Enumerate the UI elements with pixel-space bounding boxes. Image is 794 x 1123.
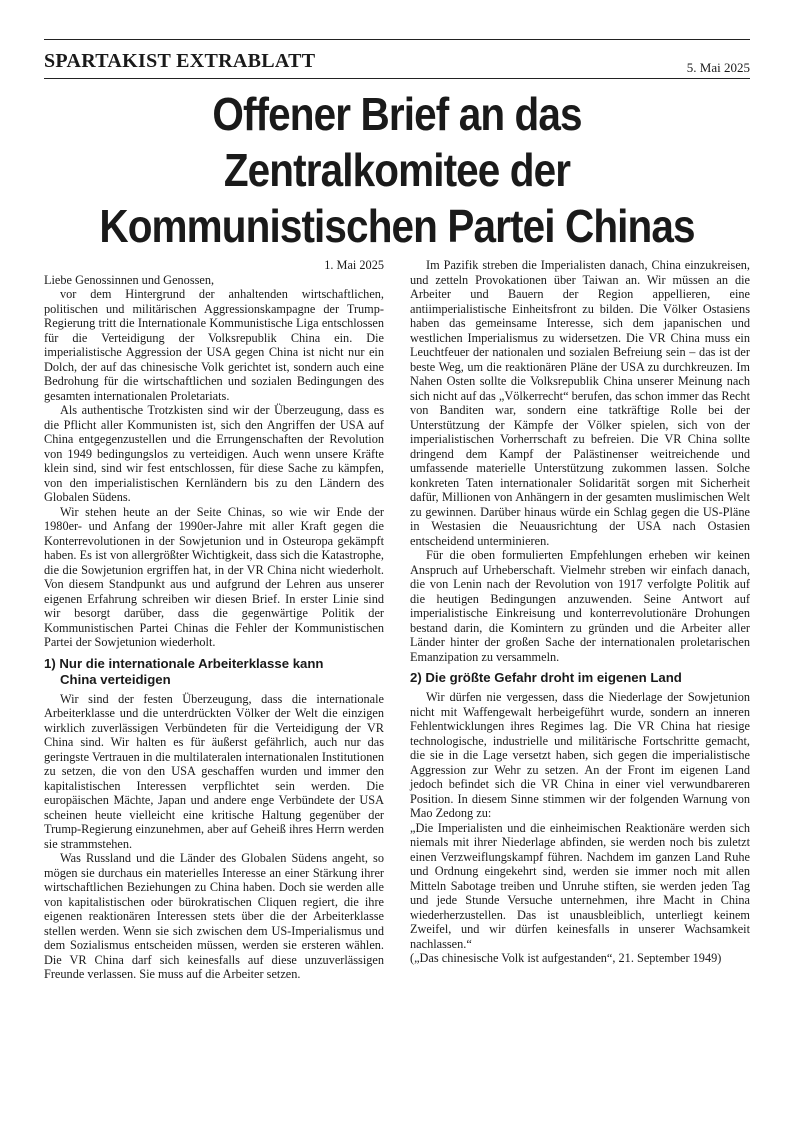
paragraph: Im Pazifik streben die Imperialisten danach, China einzukreisen, und zetteln Provokationen über Taiwan an. Wir müssen an die Arbeiter und Bauern der Region appellieren, eine antiimperialistische Einheitsfront zu bilden. Die Völker Ostasiens haben das gemeinsame Interesse, sich dem japanischen und westlichen Imperialismus zu widersetzen. Die VR China muss ein Leuchtfeuer der nationalen und sozialen Befreiung sein – das ist der beste Weg, um die reaktionären Pläne der USA zu durchkreuzen. Im Nahen Osten sollte die Volksrepublik China unserer Meinung nach sich nicht auf das „Völkerrecht“ berufen, das schon immer das Recht von Banditen war, sondern eine tatkräftige Rolle bei der Unterstützung der Kämpfe der Völker spielen, sich von der imperialistischen Vorherrschaft zu befreien. Die VR China sollte dringend dem Kampf der Palästinenser weitreichende und umfassende materielle Unterstützung zukommen lassen. Solche konkreten Taten internationaler Solidarität sorgen mit Sicherheit dafür, Millionen von Anhängern in der gesamten muslimischen Welt zu gewinnen. Darüber hinaus würde ein Schlag gegen die US-Pläne in Westasien die Neuausrichtung der USA nach Ostasien entscheidend unterminieren.	[410, 258, 750, 548]
letter-date: 1. Mai 2025	[324, 258, 384, 272]
section-heading-1-line-2: China verteidigen	[60, 671, 171, 687]
paragraph: Wir dürfen nie vergessen, dass die Niederlage der Sowjetunion nicht mit Waffengewalt herbeigeführt wurde, sondern an inneren Fehlentwicklungen ihres Regimes lag. Die VR China hat riesige technologische, industrielle und militärische Fortschritte gemacht, die sie in die Lage versetzt haben, sich gegen die imperialistische Aggression zur Wehr zu setzen. An der Front im eigenen Land jedoch befindet sich die VR China in einer viel verwundbareren Position. In diesem Sinne stimmen wir der folgenden Warnung von Mao Zedong zu:	[410, 690, 750, 820]
left-column	[44, 258, 384, 982]
headline-line-3: Kommunistischen Partei Chinas	[99, 200, 695, 252]
paragraph: vor dem Hintergrund der anhaltenden wirtschaftlichen, politischen und militärischen Aggressionskampagne der Trump-Regierung tritt die Internationale Kommunistische Liga entschlossen für die Verteidigung der Volksrepublik China ein. Die imperialistische Aggression der USA gegen China ist nicht nur ein Dolch, der auf das chinesische Volk gerichtet ist, sondern auch eine Bedrohung für die wirtschaftlichen und sozialen Bedingungen des gesamten internationalen Proletariats.	[44, 287, 384, 403]
paragraph: Was Russland und die Länder des Globalen Südens angeht, so mögen sie durchaus ein materielles Interesse an einer Stärkung ihrer wirtschaftlichen Beziehungen zu China haben. Doch sie werden alle von kapitalistischen oder bürokratischen Cliquen regiert, die ihre eigenen reaktionären Interessen stets über die der Arbeiterklasse stellen werden. Wenn sie sich zwischen dem US-Imperialismus und dem Sozialismus entscheiden müssen, werden sie ersteren wählen. Die VR China darf sich keinesfalls auf diese unzuverlässigen Freunde verlassen. Sie muss auf die Arbeiter setzen.	[44, 851, 384, 981]
paragraph: Als authentische Trotzkisten sind wir der Überzeugung, dass es die Pflicht aller Kommunisten ist, sich den Angriffen der USA auf China entgegenzustellen und die Errungenschaften der Revolution von 1949 bedingungslos zu verteidigen. Auch wenn unsere Kräfte klein sind, sind wir fest entschlossen, für diese Sache zu kämpfen, von den imperialistischen Kernländern bis zu den Ländern des Globalen Südens.	[44, 403, 384, 504]
headline-line-1: Offener Brief an das	[212, 88, 582, 140]
masthead-rule	[44, 78, 750, 79]
masthead-title: SPARTAKIST EXTRABLATT	[44, 50, 316, 72]
section-heading-1-line-1: 1) Nur die internationale Arbeiterklasse kann	[44, 655, 324, 671]
letter-greeting: Liebe Genossinnen und Genossen,	[44, 272, 215, 287]
right-column	[410, 258, 750, 966]
paragraph: Wir stehen heute an der Seite Chinas, so wie wir Ende der 1980er- und Anfang der 1990er-Jahre mit aller Kraft gegen die Konterrevolutionen in der Sowjetunion und in Osteuropa gekämpft haben. Es ist von allergrößter Wichtigkeit, dass sich die Katastrophe, die die Sowjetunion ergriffen hat, in der VR China nicht wiederholt. Von diesem Standpunkt aus und aufgrund der Lehren aus unserer eigenen Erfahrung schreiben wir diesen Brief. In erster Linie sind wir besorgt darüber, dass die gegenwärtige Politik der Kommunistischen Partei Chinas die Fehler der Kommunistischen Partei der Sowjetunion wiederholt.	[44, 504, 384, 649]
quote-source: („Das chinesische Volk ist aufgestanden“, 21. September 1949)	[410, 951, 722, 965]
section-heading-1	[44, 656, 384, 688]
top-rule	[44, 39, 750, 40]
section-heading-2: 2) Die größte Gefahr droht im eigenen Land	[410, 670, 682, 685]
paragraph: Für die oben formulierten Empfehlungen erheben wir keinen Anspruch auf Urheberschaft. Vielmehr streben wir einfach danach, die von Lenin nach der Revolution von 1917 verfolgte Politik auf die heutigen Bedingungen anzuwenden. Seine Antwort auf imperialistische Einkreisung und konterrevolutionäre Drohungen bestand darin, die Komintern zu gründen und die Arbeiter aller Länder hinter der großen Sache der internationalen proletarischen Emanzipation zu versammeln.	[410, 548, 750, 664]
masthead-date: 5. Mai 2025	[686, 60, 750, 75]
paragraph: Wir sind der festen Überzeugung, dass die internationale Arbeiterklasse und die unterdrückten Völker der Welt die einzigen wirklich zuverlässigen Verbündeten für die Verteidigung der VR China sind. Wir halten es für äußerst gefährlich, auch nur das geringste Vertrauen in die multilateralen internationalen Institutionen zu setzen, die von den USA geschaffen wurden und immer den kapitalistischen Interessen verpflichtet sein werden. Die europäischen Mächte, Japan und andere enge Verbündete der USA scheinen heute vielleicht eine kritische Haltung gegenüber der Trump-Regierung einzunehmen, aber auf Geheiß ihres Herrn werden sie strammstehen.	[44, 691, 384, 851]
mao-quote: „Die Imperialisten und die einheimischen Reaktionäre werden sich niemals mit ihrer Niederlage abfinden, sie werden noch bis zuletzt einen Verzweiflungskampf führen. Nachdem im ganzen Land Ruhe und Ordnung eingekehrt sind, werden sie immer noch mit allen Mitteln Sabotage treiben und Unruhe stiften, sie werden jeden Tag und jede Stunde Versuche unternehmen, ihre Macht in China wiederherzustellen. Das ist unausbleiblich, unterliegt keinem Zweifel, und wir dürfen keinesfalls in unserer Wachsamkeit nachlassen.“	[410, 820, 750, 951]
headline	[74, 86, 720, 254]
headline-line-2: Zentralkomitee der	[223, 144, 571, 196]
